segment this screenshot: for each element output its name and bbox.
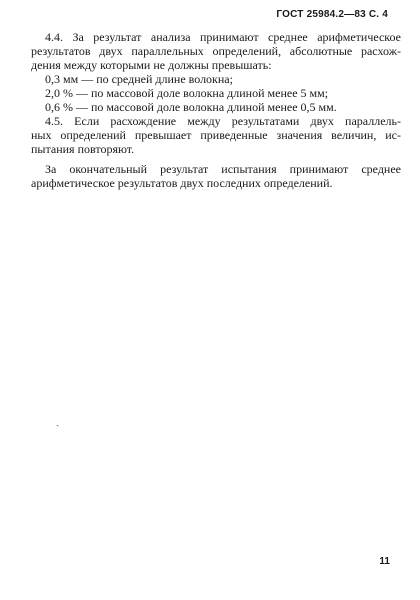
document-body (31, 30, 401, 190)
standard-header: ГОСТ 25984.2—83 С. 4 (276, 9, 388, 20)
text-line: арифметическое результатов двух последних определений. (31, 176, 333, 190)
text-line: За окончательный результат испытания принимают среднее (45, 162, 401, 176)
list-item: 2,0 % — по массовой доле волокна длиной менее 5 мм; (45, 86, 329, 100)
stray-mark: ˎ (56, 416, 60, 427)
text-line: 4.5. Если расхождение между результатами двух параллель- (45, 114, 401, 128)
text-line: 4.4. За результат анализа принимают среднее арифметическое (45, 30, 401, 44)
text-line: ных определений превышает приведенные значения величин, ис- (31, 128, 401, 142)
text-line: дения между которыми не должны превышать: (31, 58, 272, 72)
text-line: результатов двух параллельных определений, абсолютные расхож- (31, 44, 401, 58)
list-item: 0,3 мм — по средней длине волокна; (45, 72, 233, 86)
page-number: 11 (379, 556, 390, 567)
text-line: пытания повторяют. (31, 142, 135, 156)
list-item: 0,6 % — по массовой доле волокна длиной менее 0,5 мм. (45, 100, 337, 114)
